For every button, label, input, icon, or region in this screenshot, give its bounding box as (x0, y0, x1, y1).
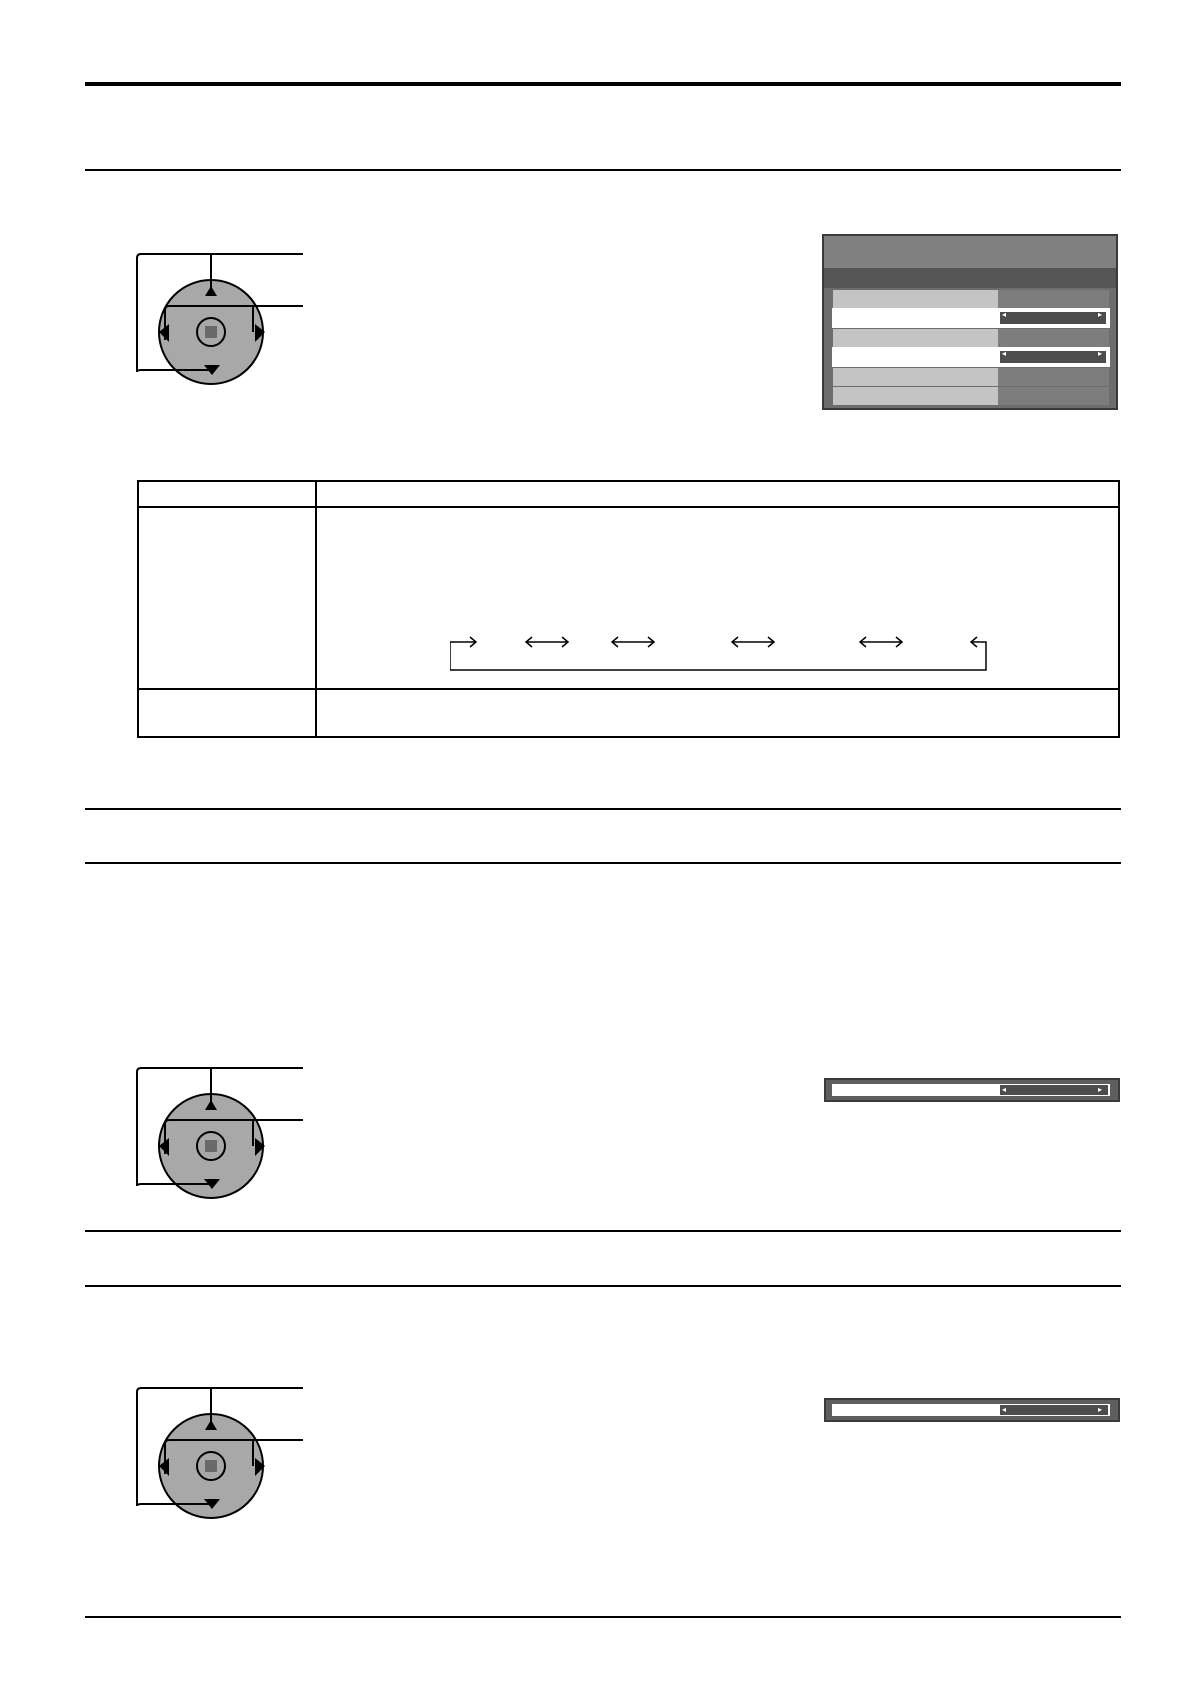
cycle-diagram (450, 632, 990, 674)
osd-adjust-bar (824, 1398, 1120, 1422)
right-arrow-icon: ▸ (1098, 349, 1103, 358)
left-arrow-icon: ◂ (1002, 310, 1007, 319)
right-arrow-icon: ▸ (1098, 1085, 1103, 1094)
osd-adjust-bar (824, 1078, 1120, 1102)
table-row-divider (139, 688, 1118, 690)
right-arrow-icon: ▸ (1098, 1405, 1103, 1414)
cursor-pad-icon (135, 252, 315, 392)
left-arrow-icon: ◂ (1002, 1085, 1007, 1094)
right-arrow-icon: ▸ (1098, 310, 1103, 319)
osd-menu-item-selected (833, 348, 1109, 366)
osd-menu-item-selected (833, 309, 1109, 327)
osd-menu-item (833, 387, 1109, 405)
section-rule (85, 1285, 1121, 1287)
osd-menu-subtitle-bar (824, 268, 1116, 288)
cursor-pad-icon (135, 1386, 315, 1526)
osd-menu-screenshot (822, 234, 1118, 410)
top-rule (85, 82, 1121, 86)
cursor-pad-icon (135, 1066, 315, 1206)
settings-table (137, 480, 1120, 738)
section-rule (85, 862, 1121, 864)
table-column-divider (315, 482, 317, 736)
osd-menu-item (833, 368, 1109, 386)
osd-menu-item (833, 329, 1109, 347)
left-arrow-icon: ◂ (1002, 349, 1007, 358)
section-rule (85, 1230, 1121, 1232)
left-arrow-icon: ◂ (1002, 1405, 1007, 1414)
osd-menu-item (833, 290, 1109, 308)
section-rule (85, 808, 1121, 810)
osd-menu-title-bar (824, 236, 1116, 268)
bottom-rule (85, 1616, 1121, 1618)
section-rule (85, 169, 1121, 171)
table-row-divider (139, 506, 1118, 508)
